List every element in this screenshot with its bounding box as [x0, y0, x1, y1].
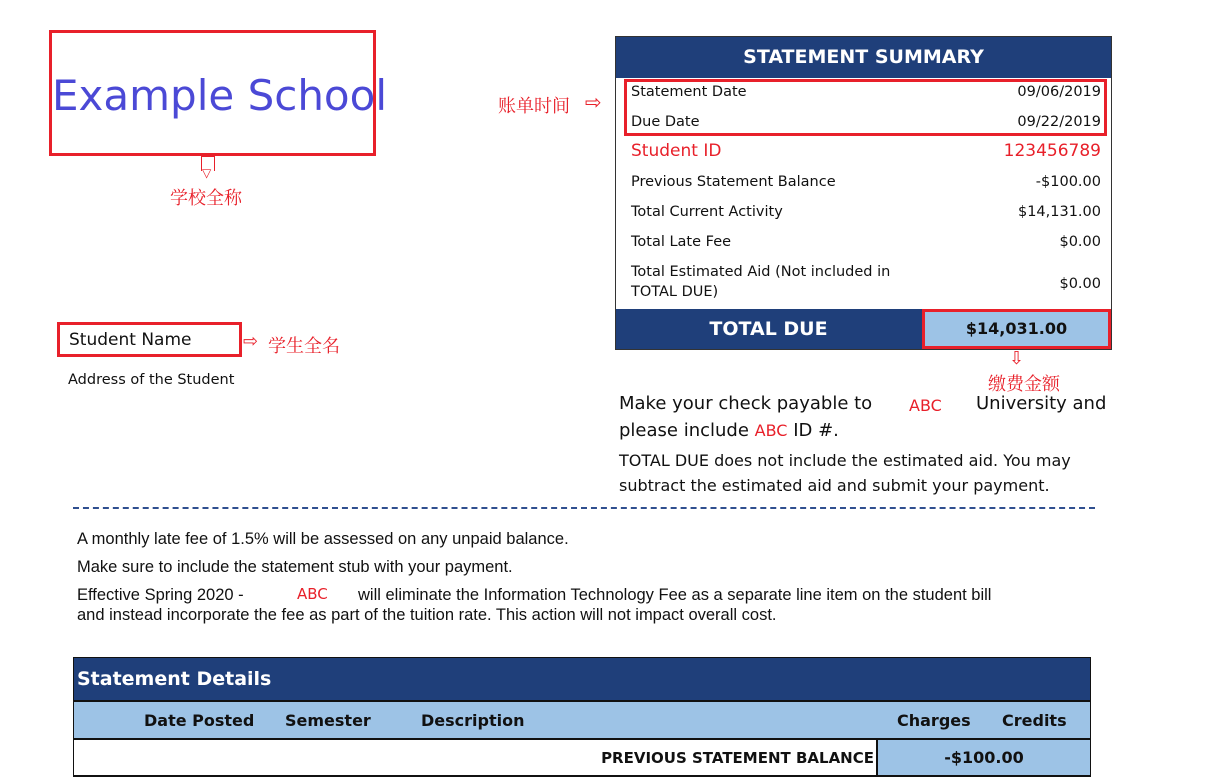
payable-line2 — [619, 420, 839, 441]
details-title: Statement Details — [74, 658, 1090, 702]
late-fee-note: A monthly late fee of 1.5% will be assessed on any unpaid balance. — [77, 530, 569, 548]
total-due-label: TOTAL DUE — [709, 318, 828, 340]
abc-text: ABC — [754, 421, 788, 440]
it-fee-note-b: will eliminate the Information Technology Fee as a separate line item on the student bill — [358, 586, 992, 604]
value: $14,131.00 — [1017, 204, 1101, 220]
down-arrow-icon: ▽ — [202, 166, 212, 180]
down-arrow-icon: ⇩ — [1009, 348, 1025, 369]
prev-balance-row — [631, 174, 1101, 190]
due-date-row — [631, 114, 1101, 130]
statement-summary — [615, 36, 1112, 350]
payable-line1-end: University and — [976, 393, 1107, 414]
label: Statement Date — [631, 84, 747, 100]
value: $0.00 — [1059, 276, 1101, 292]
aid-note-1: TOTAL DUE does not include the estimated aid. You may — [619, 451, 1071, 470]
total-due-bar — [616, 309, 1111, 349]
abc-text: ABC — [909, 396, 942, 415]
col-date-posted: Date Posted — [144, 711, 255, 730]
label: Student ID — [631, 141, 722, 161]
statement-date-row — [631, 84, 1101, 100]
label: TOTAL DUE) — [631, 284, 719, 300]
date-annotation: 账单时间 — [498, 96, 570, 117]
aid-note-2: subtract the estimated aid and submit your payment. — [619, 476, 1050, 495]
current-activity-row — [631, 204, 1101, 220]
stub-note: Make sure to include the statement stub with your payment. — [77, 558, 513, 576]
row-value: -$100.00 — [876, 740, 1090, 775]
summary-title: STATEMENT SUMMARY — [616, 37, 1111, 78]
it-fee-note-c: and instead incorporate the fee as part of the tuition rate. This action will not impact overall cost. — [77, 606, 777, 624]
student-id-row — [631, 141, 1101, 161]
total-annotation: 缴费金额 — [988, 374, 1060, 395]
student-name-box — [57, 322, 242, 357]
total-due-amount: $14,031.00 — [922, 309, 1111, 349]
label: Total Estimated Aid (Not included in — [631, 264, 891, 280]
label: Previous Statement Balance — [631, 174, 836, 190]
estimated-aid-row — [631, 264, 1101, 300]
column-headers — [74, 702, 1090, 740]
col-charges: Charges — [897, 711, 971, 730]
table-row — [74, 740, 1090, 777]
cut-line — [73, 507, 1095, 509]
student-name-annotation: 学生全名 — [268, 336, 340, 357]
label: Due Date — [631, 114, 700, 130]
student-address: Address of the Student — [68, 372, 235, 388]
school-annotation: 学校全称 — [170, 188, 242, 209]
statement-details-table — [73, 657, 1091, 777]
col-description: Description — [421, 711, 525, 730]
school-name-box — [49, 30, 387, 156]
text: ID #. — [793, 420, 839, 441]
abc-text: ABC — [297, 585, 328, 603]
student-name: Student Name — [69, 330, 192, 350]
due-date: 09/22/2019 — [1017, 114, 1101, 130]
label: Total Current Activity — [631, 204, 783, 220]
right-arrow-icon: ⇨ — [585, 90, 602, 114]
value: $0.00 — [1059, 234, 1101, 250]
col-semester: Semester — [285, 711, 371, 730]
school-name: Example School — [52, 71, 387, 120]
statement-date: 09/06/2019 — [1017, 84, 1101, 100]
label: Total Late Fee — [631, 234, 732, 250]
payable-line1: Make your check payable to — [619, 393, 873, 414]
right-arrow-icon: ⇨ — [243, 331, 259, 352]
it-fee-note-a: Effective Spring 2020 - — [77, 586, 244, 604]
row-label: PREVIOUS STATEMENT BALANCE — [601, 749, 874, 767]
text: please include — [619, 420, 749, 441]
value: -$100.00 — [1035, 174, 1101, 190]
late-fee-row — [631, 234, 1101, 250]
student-id: 123456789 — [1003, 141, 1101, 161]
col-credits: Credits — [1002, 711, 1067, 730]
